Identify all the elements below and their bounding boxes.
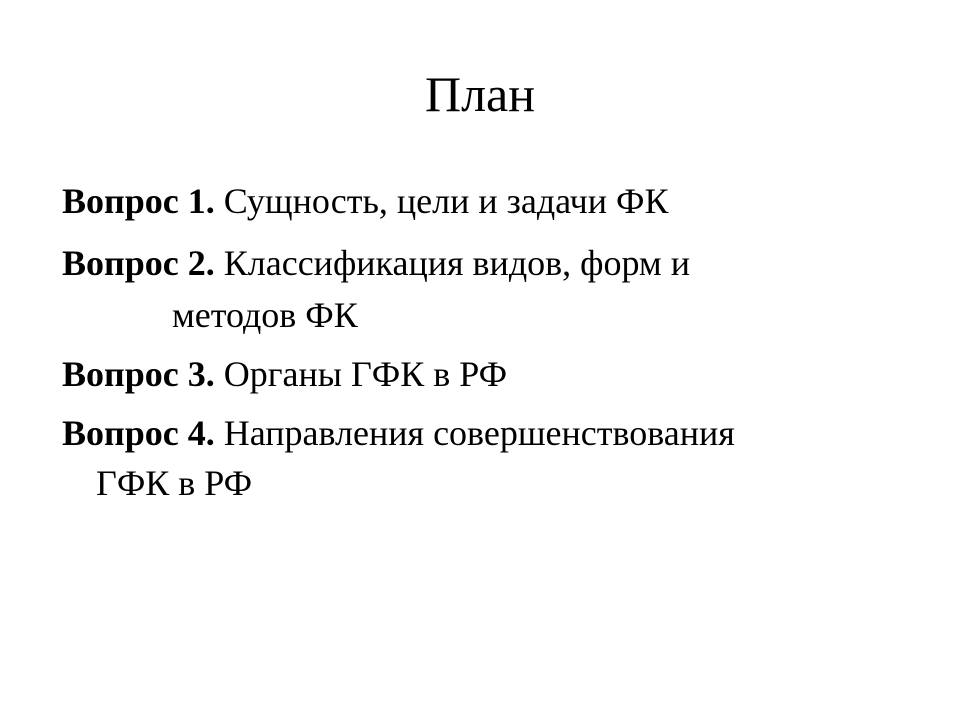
question-text-3: Органы ГФК в РФ: [223, 354, 508, 394]
question-text-1: Сущность, цели и задачи ФК: [223, 181, 669, 221]
question-item-3: [62, 353, 507, 395]
question-text-4: Направления совершенствования: [223, 413, 735, 453]
question-label-2: Вопрос 2.: [62, 243, 215, 283]
question-item-1: [62, 180, 669, 222]
question-label-3: Вопрос 3.: [62, 354, 215, 394]
question-text-2: Классификация видов, форм и: [223, 243, 690, 283]
question-label-1: Вопрос 1.: [62, 181, 215, 221]
question-item-4: [62, 412, 735, 454]
slide-title: План: [424, 66, 535, 122]
question-text-4-continuation: ГФК в РФ: [96, 463, 253, 503]
question-item-2: [62, 242, 690, 284]
question-label-4: Вопрос 4.: [62, 413, 215, 453]
question-text-2-continuation: методов ФК: [172, 295, 358, 335]
